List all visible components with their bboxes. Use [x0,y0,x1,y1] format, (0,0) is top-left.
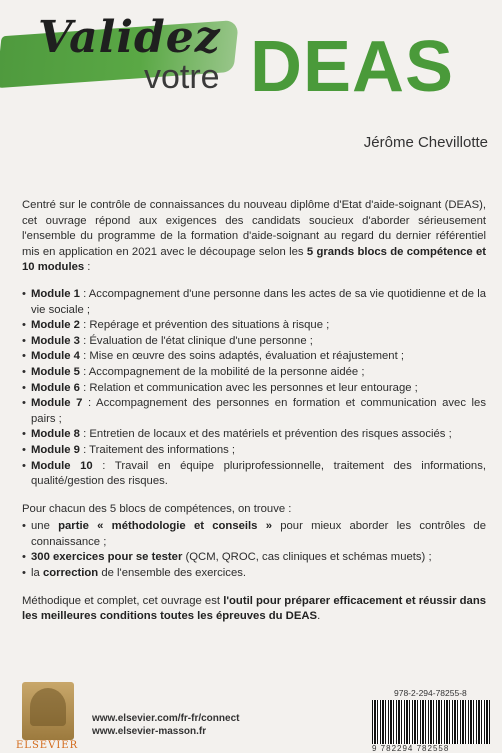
back-cover-text [22,198,486,636]
list-item: • Module 7 : Accompagnement des personnes en formation et communication avec les pairs ; [22,396,486,427]
list-item: • Module 1 : Accompagnement d'une personne dans les actes de sa vie quotidienne et de la vie sociale ; [22,287,486,318]
title-deas: DEAS [250,27,455,107]
list-item: • Module 6 : Relation et communication avec les personnes et leur entourage ; [22,381,486,397]
list-item: • Module 2 : Repérage et prévention des situations à risque ; [22,318,486,334]
list-item: • Module 10 : Travail en équipe pluriprofessionnelle, traitement des informations, qualité/gestion des risques. [22,459,486,490]
barcode [372,700,490,744]
intro-paragraph: Centré sur le contrôle de connaissances du nouveau diplôme d'Etat d'aide-soignant (DEAS), cet ouvrage répond aux exigences des candidats soucieux d'aborder sérieusement l'ensemble du programme de la formation d'aide-soignant au regard du dernier référentiel mis en application en 2021 avec le découpage selon les 5 grands blocs de compétence et 10 modules : [22,199,487,274]
blocs-list [22,519,486,581]
blocs-intro: Pour chacun des 5 blocs de compétences, on trouve : [22,502,292,515]
closing-paragraph: Méthodique et complet, cet ouvrage est l'outil pour préparer efficacement et réussir dans les meilleures conditions toutes les épreuves du DEAS. [22,594,487,623]
elsevier-tree-logo [22,682,74,740]
publisher-name: ELSEVIER [16,740,79,751]
list-item: • une partie « méthodologie et conseils » pour mieux aborder les contrôles de connaissance ; [22,519,486,550]
link-masson[interactable]: www.elsevier-masson.fr [92,726,207,737]
isbn-text: 978-2-294-78255-8 [394,688,467,698]
publisher-links [92,712,239,738]
link-connect[interactable]: www.elsevier.com/fr-fr/connect [92,713,240,724]
list-item: • Module 3 : Évaluation de l'état clinique d'une personne ; [22,334,486,350]
list-item: • Module 8 : Entretien de locaux et des matériels et prévention des risques associés ; [22,427,486,443]
list-item: • 300 exercices pour se tester (QCM, QROC, cas cliniques et schémas muets) ; [22,550,486,566]
list-item: • la correction de l'ensemble des exercices. [22,566,486,582]
title-votre: votre [144,58,220,96]
author-name: Jérôme Chevillotte [363,134,488,151]
barcode-digits: 9 782294 782558 [372,744,450,753]
title-validez: Validez [38,12,221,63]
module-list [22,287,486,490]
list-item: • Module 5 : Accompagnement de la mobilité de la personne aidée ; [22,365,486,381]
list-item: • Module 9 : Traitement des informations ; [22,443,486,459]
list-item: • Module 4 : Mise en œuvre des soins adaptés, évaluation et réajustement ; [22,349,486,365]
